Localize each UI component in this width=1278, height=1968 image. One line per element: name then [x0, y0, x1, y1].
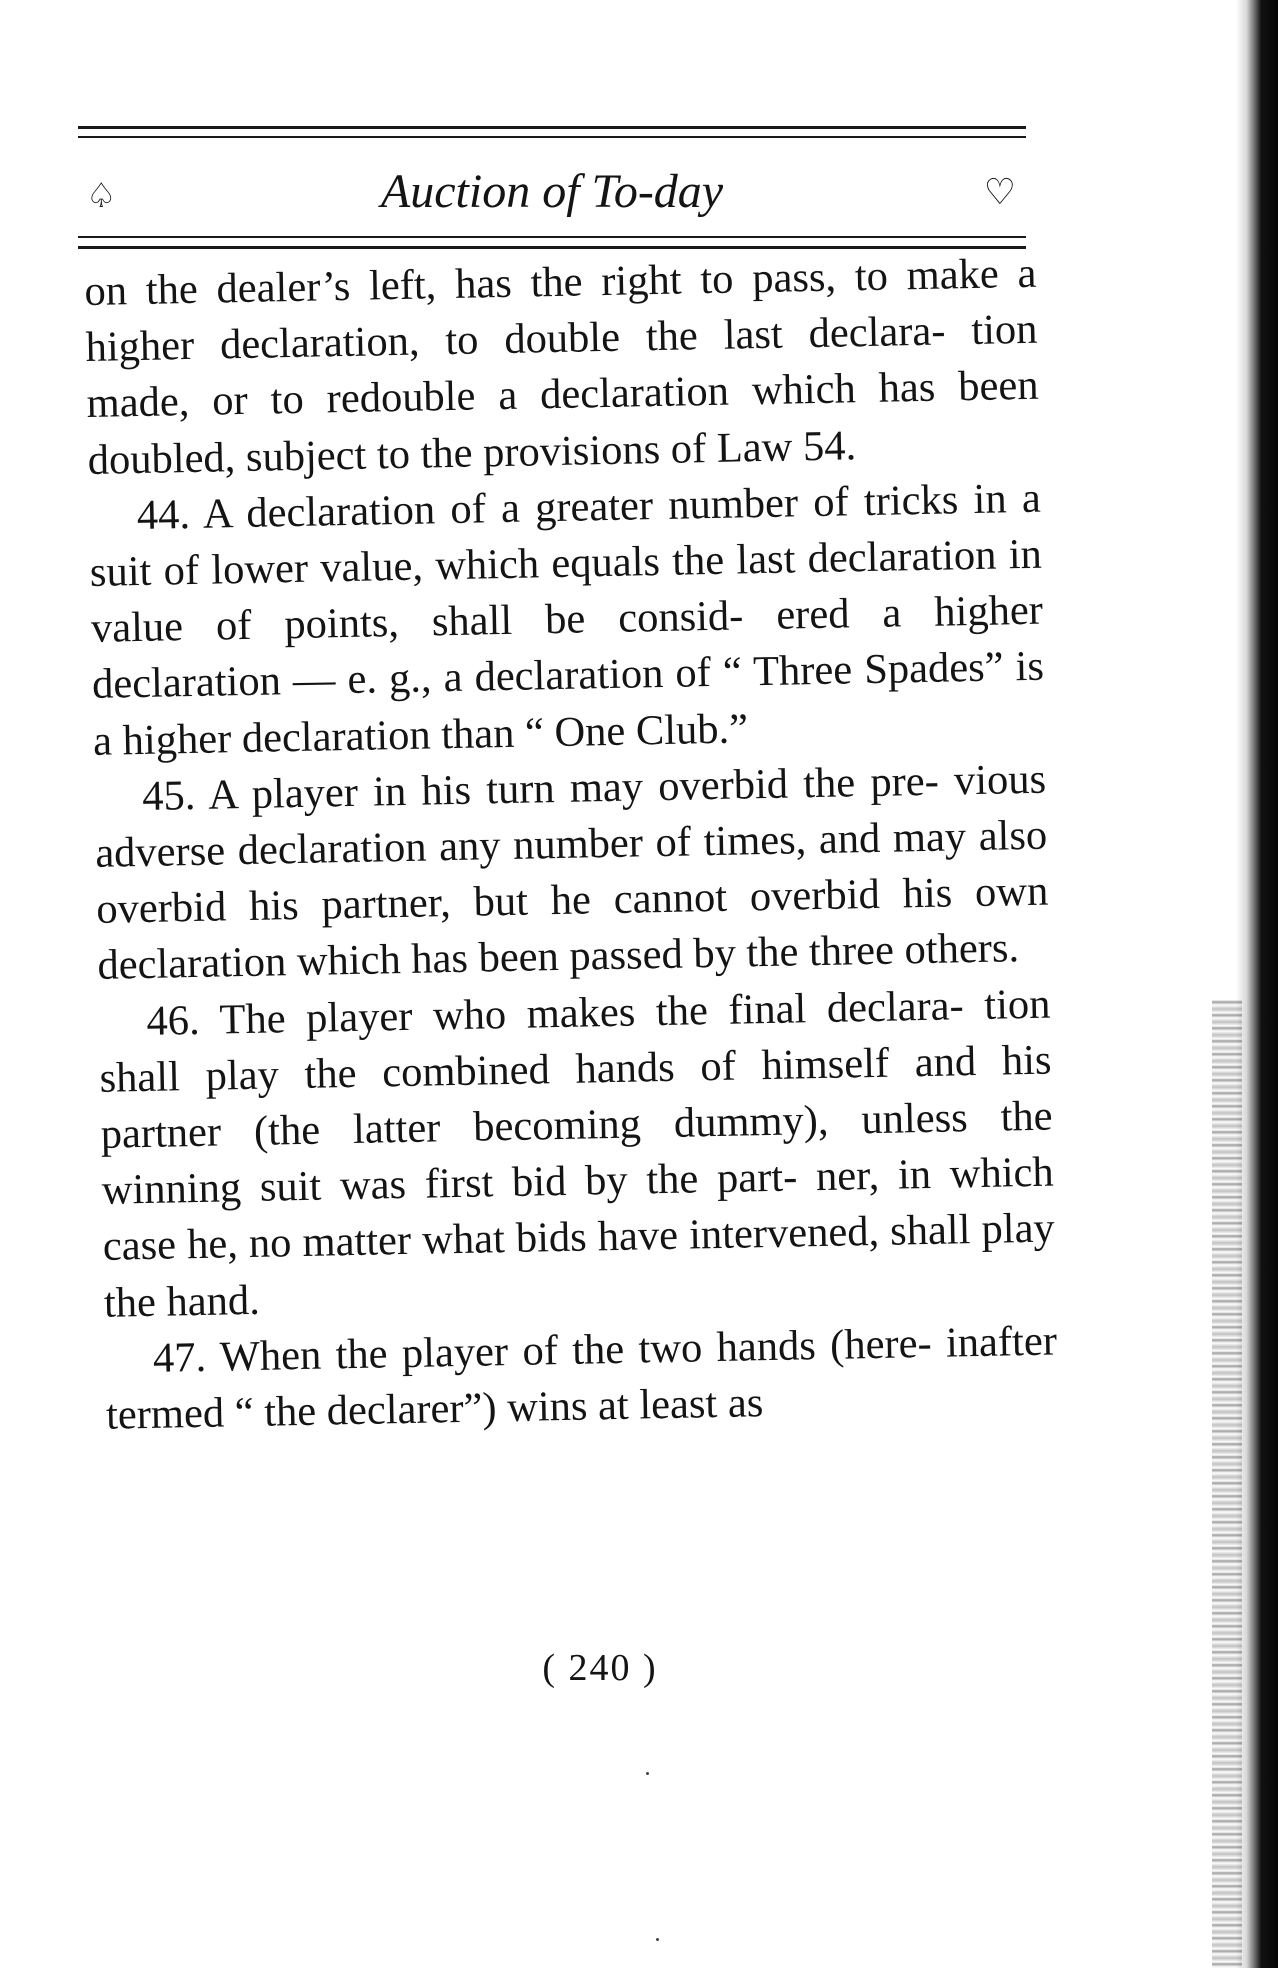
header-top-rule	[78, 126, 1026, 129]
header-bottom-rule-thin	[78, 236, 1026, 238]
heart-icon: ♡	[983, 172, 1016, 212]
spade-icon: ♤	[86, 178, 117, 215]
scan-speck	[646, 1772, 649, 1775]
paragraph-law-45: 45. A player in his turn may overbid the pre- vious adverse declaration any number of times, and may also overbid his partner, but he cannot overbid his own declaration which has been passed by the three others.	[94, 755, 1049, 990]
paragraph-law-47: 47. When the player of the two hands (here- inafter termed “ the declarer”) wins at least as	[105, 1317, 1058, 1439]
paragraph-law-46: 46. The player who makes the final declara- tion shall play the combined hands of himself and his partner (the latter becoming dummy), unless the winning suit was first bid by the part- ner, in which case he, no matter what bids have intervened, shall play the hand.	[99, 980, 1056, 1327]
paragraph-law-44: 44. A declaration of a greater number of tricks in a suit of lower value, which equals the last declaration in value of points, shall be consid- ered a higher declaration — e. g., a declaration of “ Three Spades” is a higher declaration than “ One Club.”	[89, 474, 1045, 765]
paragraph-continuation: on the dealer’s left, has the right to pass, to make a higher declaration, to double the last declara- tion made, or to redouble a declaration which has been doubled, subject to the provisions of Law 54.	[84, 249, 1039, 484]
body-text	[84, 246, 1058, 1444]
scan-edge-speckle	[1212, 1000, 1242, 1968]
scan-speck	[656, 1938, 659, 1941]
header-top-rule-thin	[78, 136, 1026, 138]
page-number: ( 240 )	[542, 1647, 658, 1689]
running-header	[78, 162, 1026, 232]
running-title: Auction of To-day	[380, 165, 724, 218]
scan-edge-shadow	[1236, 0, 1278, 1968]
